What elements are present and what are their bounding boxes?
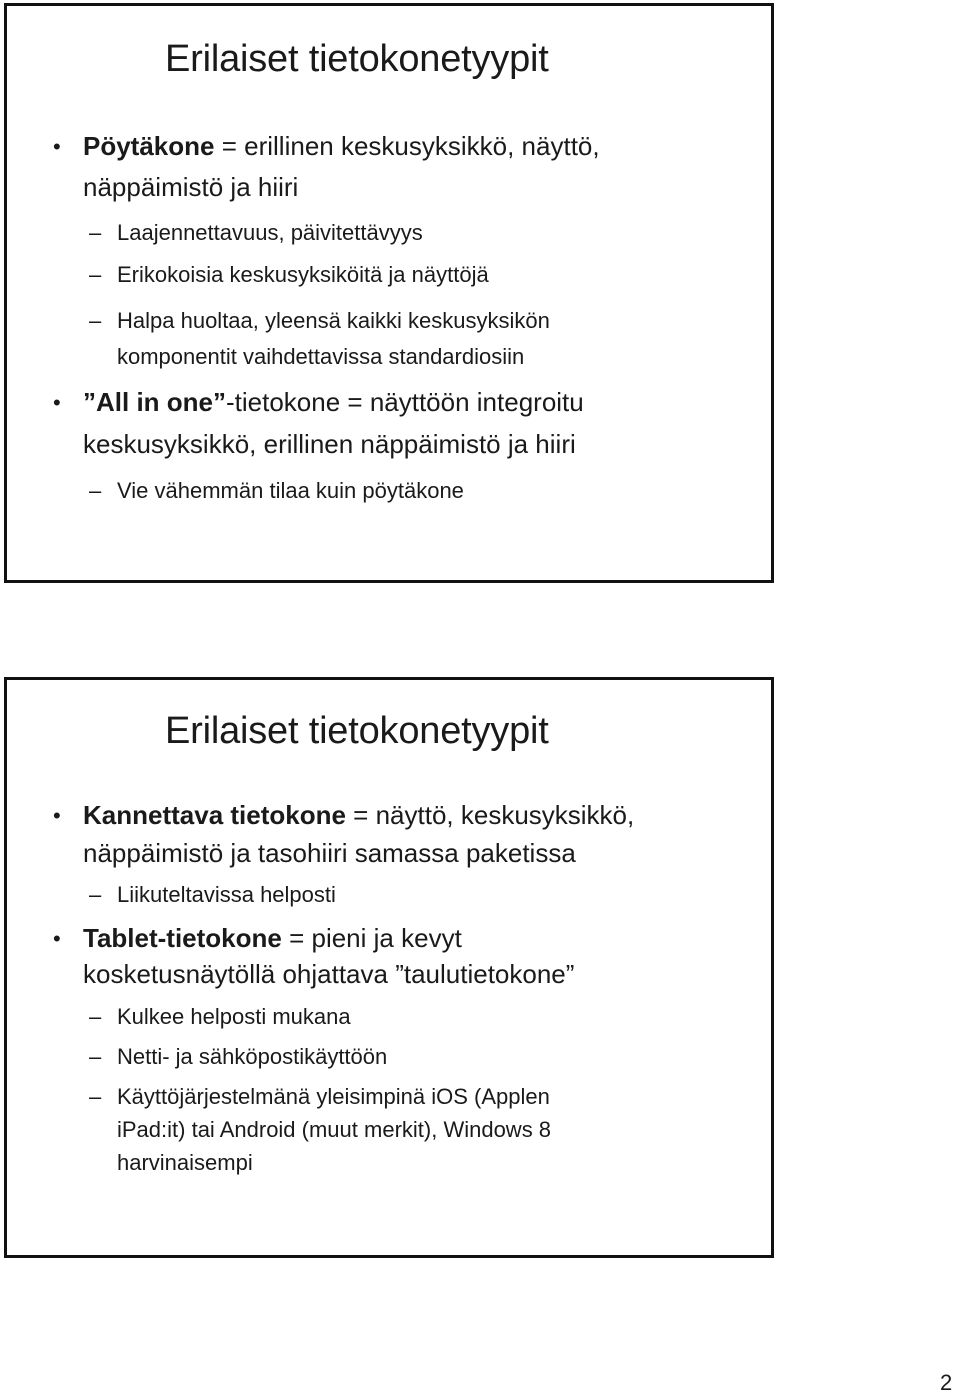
sub-bullet-item bbox=[89, 1038, 388, 1075]
slide-1-title: Erilaiset tietokonetyypit bbox=[165, 38, 549, 80]
dash-icon: – bbox=[89, 1044, 102, 1069]
term-all-in-one: ”All in one” bbox=[83, 387, 226, 417]
sub-bullet-item bbox=[89, 256, 489, 293]
bullet-continuation: näppäimistö ja hiiri bbox=[83, 172, 299, 202]
bullet-item bbox=[53, 382, 584, 423]
bullet-text: = erillinen keskusyksikkö, näyttö, bbox=[214, 131, 600, 161]
dash-icon: – bbox=[89, 1004, 102, 1029]
bullet-icon: • bbox=[53, 926, 61, 951]
bullet-item bbox=[53, 918, 462, 959]
sub-bullet-text: Kulkee helposti mukana bbox=[117, 1004, 351, 1029]
sub-bullet-continuation: iPad:it) tai Android (muut merkit), Windows 8 bbox=[117, 1117, 552, 1142]
slide-2 bbox=[4, 677, 774, 1258]
sub-bullet-item bbox=[89, 472, 464, 509]
sub-bullet-text: Netti- ja sähköpostikäyttöön bbox=[117, 1044, 388, 1069]
bullet-text: = pieni ja kevyt bbox=[281, 923, 462, 953]
dash-icon: – bbox=[89, 478, 102, 503]
bullet-continuation: näppäimistö ja tasohiiri samassa paketissa bbox=[83, 838, 576, 868]
sub-bullet-item bbox=[89, 876, 336, 913]
dash-icon: – bbox=[89, 1084, 102, 1109]
sub-bullet-item bbox=[89, 214, 423, 251]
dash-icon: – bbox=[89, 882, 102, 907]
bullet-icon: • bbox=[53, 134, 61, 159]
sub-bullet-item bbox=[89, 998, 351, 1035]
term-laptop: Kannettava tietokone bbox=[83, 800, 346, 830]
sub-bullet-text: Liikuteltavissa helposti bbox=[117, 882, 336, 907]
bullet-continuation: kosketusnäytöllä ohjattava ”taulutietokone” bbox=[83, 959, 575, 989]
bullet-item bbox=[53, 126, 600, 167]
term-tablet: Tablet-tietokone bbox=[83, 923, 282, 953]
sub-bullet-continuation: harvinaisempi bbox=[117, 1150, 253, 1175]
sub-bullet-text: Halpa huoltaa, yleensä kaikki keskusyksikön bbox=[117, 308, 550, 333]
sub-bullet-text: Vie vähemmän tilaa kuin pöytäkone bbox=[117, 478, 464, 503]
page-number: 2 bbox=[940, 1370, 953, 1395]
bullet-icon: • bbox=[53, 803, 61, 828]
bullet-icon: • bbox=[53, 390, 61, 415]
bullet-text: = näyttö, keskusyksikkö, bbox=[345, 800, 635, 830]
dash-icon: – bbox=[89, 262, 102, 287]
sub-bullet-continuation: komponentit vaihdettavissa standardiosiin bbox=[117, 344, 525, 369]
sub-bullet-text: Erikokoisia keskusyksiköitä ja näyttöjä bbox=[117, 262, 489, 287]
sub-bullet-item bbox=[89, 1078, 550, 1115]
sub-bullet-text: Laajennettavuus, päivitettävyys bbox=[117, 220, 423, 245]
term-desktop: Pöytäkone bbox=[83, 131, 215, 161]
bullet-item bbox=[53, 795, 635, 836]
dash-icon: – bbox=[89, 220, 102, 245]
slide-2-title: Erilaiset tietokonetyypit bbox=[165, 710, 549, 752]
sub-bullet-item bbox=[89, 302, 550, 339]
dash-icon: – bbox=[89, 308, 102, 333]
bullet-text: -tietokone = näyttöön integroitu bbox=[226, 387, 584, 417]
bullet-continuation: keskusyksikkö, erillinen näppäimistö ja hiiri bbox=[83, 429, 576, 459]
slide-1 bbox=[4, 3, 774, 583]
sub-bullet-text: Käyttöjärjestelmänä yleisimpinä iOS (Applen bbox=[117, 1084, 550, 1109]
